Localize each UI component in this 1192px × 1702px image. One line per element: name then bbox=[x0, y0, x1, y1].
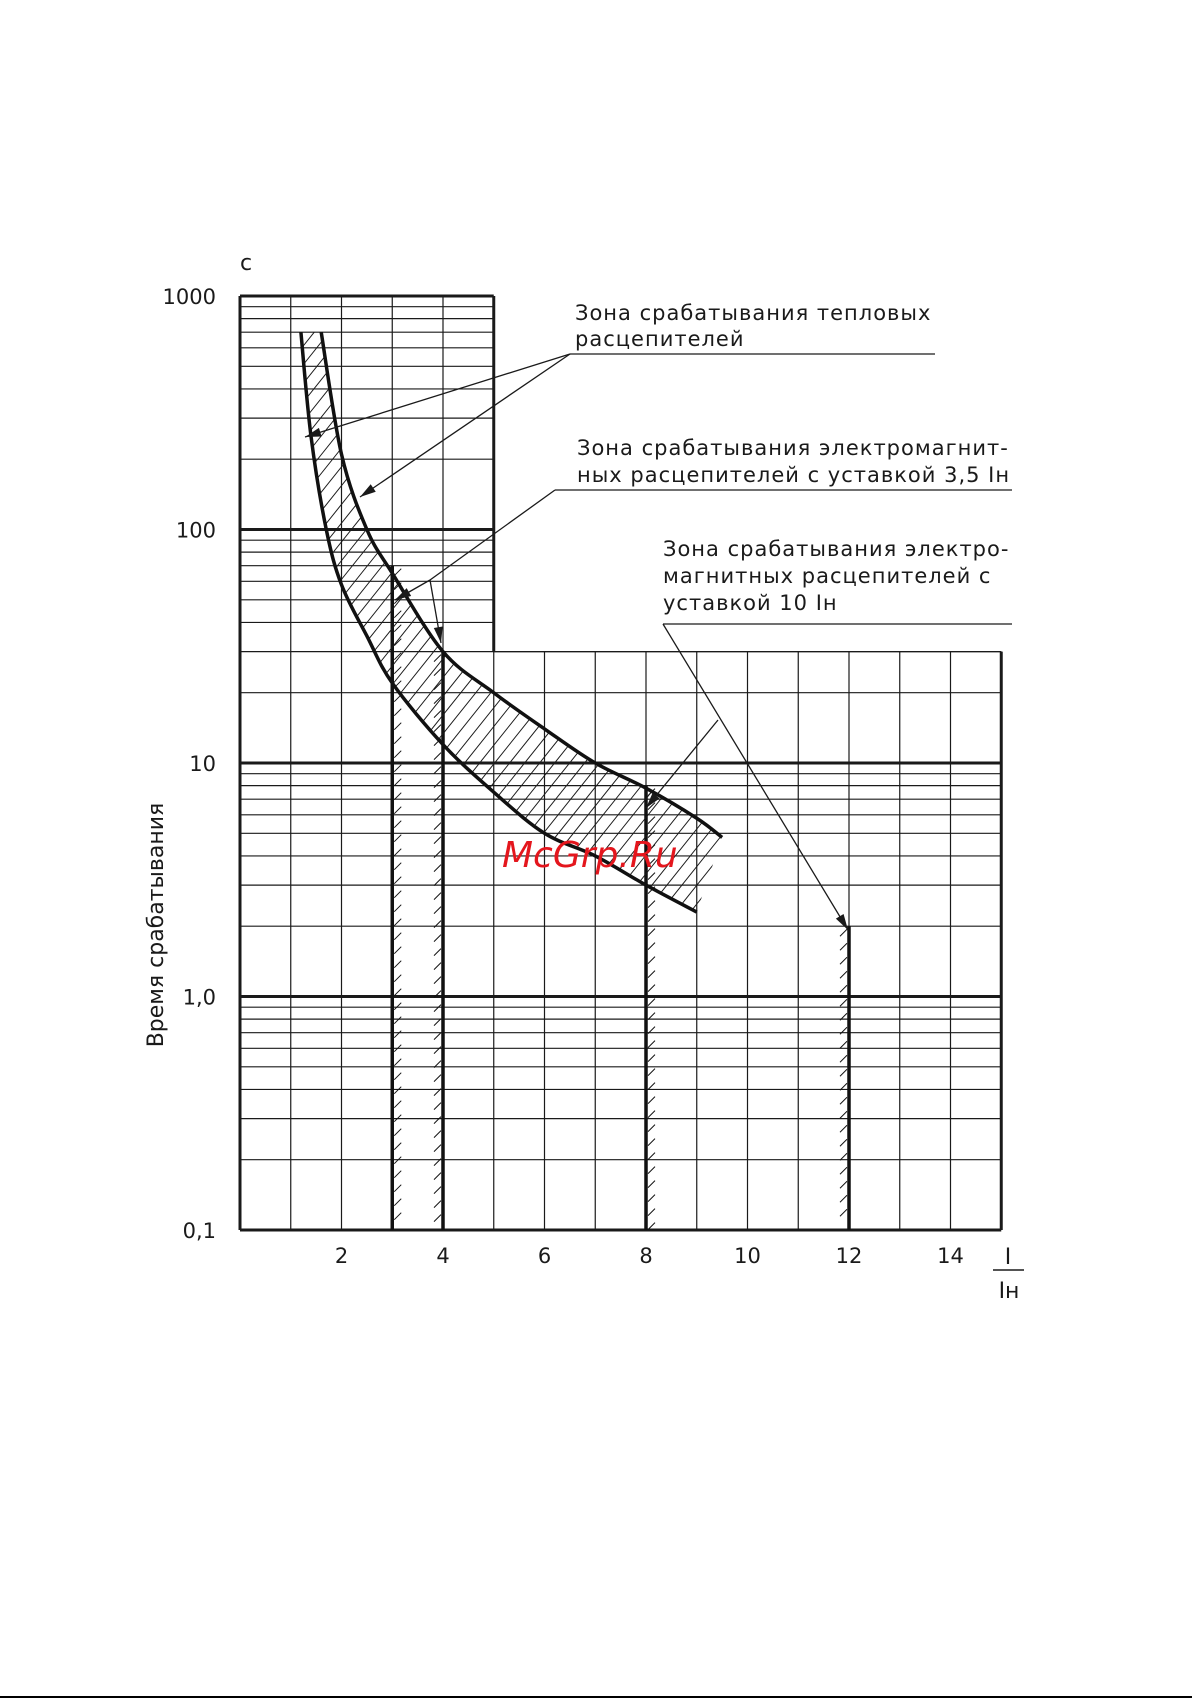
em-zone-10-hatch-mark bbox=[648, 1111, 655, 1118]
x-tick-label: 12 bbox=[835, 1244, 863, 1268]
hatch-line bbox=[0, 250, 335, 1250]
em-zone-10-hatch-mark bbox=[840, 1125, 847, 1132]
em-zone-3-5-hatch-mark bbox=[434, 781, 441, 788]
hatch-line bbox=[0, 250, 155, 1250]
hatch-line bbox=[855, 250, 1192, 1250]
hatch-line bbox=[0, 250, 320, 1250]
trip-zones bbox=[392, 566, 849, 1230]
hatch-line bbox=[0, 250, 515, 1250]
hatch-line bbox=[495, 250, 1192, 1250]
em-zone-3-5-hatch-mark bbox=[394, 737, 401, 744]
hatch-line bbox=[960, 250, 1192, 1250]
annotation-em-3-5-line-2: ных расцепителей с уставкой 3,5 Iн bbox=[577, 463, 1011, 487]
em-zone-10-hatch-mark bbox=[840, 1069, 847, 1076]
hatch-line bbox=[255, 250, 1055, 1250]
hatch-line bbox=[0, 250, 740, 1250]
em-zone-3-5-hatch-mark bbox=[394, 975, 401, 982]
hatch-line bbox=[0, 250, 410, 1250]
em-zone-3-5-hatch-mark bbox=[434, 851, 441, 858]
hatch-line bbox=[0, 250, 380, 1250]
em-zone-10-hatch-mark bbox=[648, 1167, 655, 1174]
em-zone-3-5-hatch-mark bbox=[394, 1031, 401, 1038]
em-zone-3-5-hatch-mark bbox=[434, 907, 441, 914]
hatch-line bbox=[0, 250, 485, 1250]
hatch-line bbox=[360, 250, 1160, 1250]
em-zone-3-5-hatch-mark bbox=[434, 795, 441, 802]
hatch-line bbox=[570, 250, 1192, 1250]
em-zone-3-5-hatch-mark bbox=[394, 877, 401, 884]
thermal-zone-hatch bbox=[0, 250, 1192, 1250]
hatch-line bbox=[540, 250, 1192, 1250]
x-tick-label: 6 bbox=[537, 1244, 552, 1268]
hatch-line bbox=[0, 250, 230, 1250]
em-zone-10-hatch-mark bbox=[840, 971, 847, 978]
hatch-line bbox=[0, 250, 575, 1250]
hatch-line bbox=[480, 250, 1192, 1250]
hatch-line bbox=[0, 250, 200, 1250]
x-tick-label: 14 bbox=[937, 1244, 964, 1268]
em-zone-10-hatch-mark bbox=[648, 1083, 655, 1090]
em-zone-3-5-hatch-mark bbox=[434, 1005, 441, 1012]
hatch-line bbox=[0, 250, 800, 1250]
em-zone-3-5-hatch-mark bbox=[394, 1101, 401, 1108]
hatch-line bbox=[615, 250, 1192, 1250]
em-zone-3-5-hatch-mark bbox=[394, 1185, 401, 1192]
em-zone-3-5-hatch-mark bbox=[434, 1145, 441, 1152]
hatch-line bbox=[0, 250, 650, 1250]
y-unit-label: с bbox=[240, 251, 253, 276]
hatch-line bbox=[390, 250, 1190, 1250]
annotation-em-3-5 bbox=[577, 436, 1010, 487]
hatch-line bbox=[705, 250, 1192, 1250]
em-zone-3-5-hatch-mark bbox=[394, 765, 401, 772]
trip-curves bbox=[0, 250, 1192, 1250]
em-zone-3-5-hatch-mark bbox=[434, 1103, 441, 1110]
em-zone-3-5-hatch-mark bbox=[394, 807, 401, 814]
hatch-line bbox=[0, 250, 635, 1250]
em-zone-3-5-hatch-mark bbox=[394, 933, 401, 940]
annotation-thermal bbox=[575, 301, 931, 351]
x-tick-label: 10 bbox=[734, 1244, 761, 1268]
hatch-line bbox=[0, 250, 140, 1250]
y-axis-label: Время срабатывания bbox=[144, 802, 169, 1048]
hatch-line bbox=[0, 250, 80, 1250]
hatch-line bbox=[90, 250, 890, 1250]
y-tick-label: 0,1 bbox=[182, 1219, 216, 1243]
hatch-line bbox=[600, 250, 1192, 1250]
em-zone-10-hatch-mark bbox=[648, 1069, 655, 1076]
hatch-line bbox=[60, 250, 860, 1250]
page-bottom-rule bbox=[0, 1696, 1192, 1698]
hatch-line bbox=[285, 250, 1085, 1250]
em-zone-10-hatch-mark bbox=[840, 999, 847, 1006]
hatch-line bbox=[780, 250, 1192, 1250]
hatch-line bbox=[0, 250, 245, 1250]
em-zone-10-hatch-mark bbox=[648, 817, 655, 824]
em-zone-3-5-hatch-mark bbox=[394, 1143, 401, 1150]
hatch-line bbox=[135, 250, 935, 1250]
em-zone-3-5-hatch-mark bbox=[434, 655, 441, 662]
hatch-line bbox=[795, 250, 1192, 1250]
em-zone-10-hatch-mark bbox=[648, 901, 655, 908]
hatch-line bbox=[645, 250, 1192, 1250]
annotation-em-10 bbox=[663, 537, 1009, 615]
annotation-thermal-line-2: расцепителей bbox=[575, 327, 745, 351]
hatch-line bbox=[735, 250, 1192, 1250]
hatch-line bbox=[420, 250, 1192, 1250]
hatch-line bbox=[0, 250, 560, 1250]
hatch-line bbox=[0, 250, 5, 1250]
annotation-em-10-line-3: уставкой 10 Iн bbox=[663, 591, 838, 615]
hatch-line bbox=[0, 250, 20, 1250]
em-zone-3-5-hatch-mark bbox=[434, 1033, 441, 1040]
hatch-line bbox=[0, 250, 50, 1250]
hatch-line bbox=[1140, 250, 1192, 1250]
hatch-line bbox=[0, 250, 215, 1250]
hatch-line bbox=[105, 250, 905, 1250]
annotation-thermal-line-1: Зона срабатывания тепловых bbox=[575, 301, 932, 325]
hatch-line bbox=[0, 250, 755, 1250]
hatch-line bbox=[675, 250, 1192, 1250]
x-tick-label: 8 bbox=[639, 1244, 653, 1268]
em-zone-3-5-hatch-mark bbox=[394, 1017, 401, 1024]
hatch-line bbox=[0, 250, 185, 1250]
em-zone-3-5-hatch-mark bbox=[394, 1199, 401, 1206]
em-zone-3-5-hatch-mark bbox=[394, 835, 401, 842]
hatch-line bbox=[930, 250, 1192, 1250]
em-zone-10-hatch-mark bbox=[840, 1195, 847, 1202]
leader-thermal-a-arrowhead bbox=[305, 428, 322, 437]
hatch-line bbox=[0, 250, 440, 1250]
em-zone-3-5-hatch-mark bbox=[434, 837, 441, 844]
em-zone-3-5-hatch-mark bbox=[394, 1003, 401, 1010]
em-zone-10-hatch-mark bbox=[840, 1097, 847, 1104]
watermark: McGrp.Ru bbox=[502, 835, 678, 876]
em-zone-3-5-hatch-mark bbox=[434, 949, 441, 956]
em-zone-3-5-hatch-mark bbox=[434, 977, 441, 984]
em-zone-10-hatch-mark bbox=[648, 915, 655, 922]
em-zone-3-5-hatch-mark bbox=[434, 865, 441, 872]
hatch-line bbox=[0, 250, 260, 1250]
em-zone-3-5-hatch-mark bbox=[434, 767, 441, 774]
hatch-line bbox=[75, 250, 875, 1250]
y-tick-label: 100 bbox=[175, 518, 216, 543]
em-zone-3-5-hatch-mark bbox=[394, 667, 401, 674]
em-zone-3-5-hatch-mark bbox=[394, 625, 401, 632]
hatch-line bbox=[1005, 250, 1192, 1250]
em-zone-10-hatch-mark bbox=[648, 1181, 655, 1188]
hatch-line bbox=[0, 250, 725, 1250]
em-zone-3-5-hatch-mark bbox=[394, 723, 401, 730]
hatch-line bbox=[0, 250, 65, 1250]
em-zone-3-5-hatch-mark bbox=[434, 963, 441, 970]
em-zone-3-5-hatch-mark bbox=[394, 569, 401, 576]
leader-thermal-b-arrowhead bbox=[360, 484, 376, 497]
hatch-line bbox=[435, 250, 1192, 1250]
em-zone-10-hatch-mark bbox=[648, 985, 655, 992]
hatch-line bbox=[870, 250, 1192, 1250]
hatch-line bbox=[30, 250, 830, 1250]
em-zone-3-5-hatch-mark bbox=[434, 1173, 441, 1180]
hatch-line bbox=[585, 250, 1192, 1250]
em-zone-3-5-hatch-mark bbox=[394, 1171, 401, 1178]
em-zone-3-5-hatch-mark bbox=[394, 849, 401, 856]
hatch-line bbox=[450, 250, 1192, 1250]
em-zone-3-5-hatch-mark bbox=[434, 1187, 441, 1194]
em-zone-3-5-hatch-mark bbox=[434, 935, 441, 942]
em-zone-10-hatch-mark bbox=[648, 1125, 655, 1132]
em-zone-3-5-hatch-mark bbox=[394, 891, 401, 898]
hatch-line bbox=[0, 250, 545, 1250]
em-zone-3-5-hatch-mark bbox=[434, 1131, 441, 1138]
hatch-line bbox=[162, 250, 965, 1250]
hatch-line bbox=[525, 250, 1192, 1250]
em-zone-10-hatch-mark bbox=[840, 1055, 847, 1062]
hatch-line bbox=[510, 250, 1192, 1250]
leader-thermal-b bbox=[360, 354, 570, 497]
em-zone-10-hatch-mark bbox=[648, 957, 655, 964]
hatch-line bbox=[1125, 250, 1192, 1250]
annotation-em-3-5-line-1: Зона срабатывания электромагнит- bbox=[577, 436, 1009, 460]
em-zone-10-hatch-mark bbox=[648, 971, 655, 978]
hatch-line bbox=[0, 250, 710, 1250]
hatch-line bbox=[1110, 250, 1192, 1250]
em-zone-3-5-hatch-mark bbox=[394, 1129, 401, 1136]
x-axis-label-denominator: Iн bbox=[998, 1279, 1020, 1304]
em-zone-3-5-hatch-mark bbox=[394, 779, 401, 786]
em-zone-3-5-hatch-mark bbox=[394, 919, 401, 926]
hatch-line bbox=[915, 250, 1192, 1250]
hatch-line bbox=[300, 250, 1100, 1250]
em-zone-10-hatch-mark bbox=[840, 1181, 847, 1188]
hatch-line bbox=[0, 250, 425, 1250]
em-zone-3-5-hatch-mark bbox=[394, 709, 401, 716]
hatch-line bbox=[825, 250, 1192, 1250]
hatch-line bbox=[0, 250, 620, 1250]
hatch-line bbox=[885, 250, 1192, 1250]
hatch-line bbox=[315, 250, 1115, 1250]
hatch-line bbox=[1020, 250, 1192, 1250]
hatch-line bbox=[0, 250, 35, 1250]
em-zone-3-5-hatch-mark bbox=[394, 961, 401, 968]
leader-em-10-a bbox=[663, 624, 848, 930]
hatch-line bbox=[150, 250, 950, 1250]
hatch-line bbox=[720, 250, 1192, 1250]
leader-em-10-a-arrowhead bbox=[836, 914, 848, 930]
em-zone-3-5-hatch-mark bbox=[394, 1059, 401, 1066]
em-zone-10-hatch-mark bbox=[648, 1153, 655, 1160]
hatch-line bbox=[0, 250, 605, 1250]
hatch-line bbox=[990, 250, 1192, 1250]
em-zone-10-hatch-mark bbox=[840, 943, 847, 950]
em-zone-10-hatch-mark bbox=[840, 1167, 847, 1174]
x-tick-label: 4 bbox=[436, 1244, 450, 1268]
hatch-line bbox=[0, 250, 110, 1250]
hatch-line bbox=[1185, 250, 1192, 1250]
em-zone-10-hatch-mark bbox=[648, 1097, 655, 1104]
em-zone-10-hatch-mark bbox=[648, 1195, 655, 1202]
hatch-line bbox=[1095, 250, 1192, 1250]
hatch-line bbox=[1155, 250, 1192, 1250]
em-zone-3-5-hatch-mark bbox=[434, 1047, 441, 1054]
em-zone-10-hatch-mark bbox=[648, 1209, 655, 1216]
hatch-line bbox=[0, 250, 275, 1250]
axis-tick-labels bbox=[163, 285, 964, 1268]
hatch-line bbox=[1050, 250, 1192, 1250]
hatch-line bbox=[750, 250, 1192, 1250]
em-zone-10-hatch-mark bbox=[648, 1139, 655, 1146]
hatch-line bbox=[0, 250, 395, 1250]
hatch-line bbox=[15, 250, 815, 1250]
hatch-line bbox=[240, 250, 1040, 1250]
em-zone-10-hatch-mark bbox=[648, 999, 655, 1006]
hatch-line bbox=[0, 250, 170, 1250]
hatch-line bbox=[690, 250, 1192, 1250]
em-zone-3-5-hatch-mark bbox=[394, 863, 401, 870]
em-zone-3-5-hatch-mark bbox=[394, 989, 401, 996]
hatch-line bbox=[1170, 250, 1192, 1250]
em-zone-10-hatch-mark bbox=[648, 1055, 655, 1062]
x-tick-label: 2 bbox=[334, 1244, 349, 1268]
hatch-line bbox=[1080, 250, 1192, 1250]
em-zone-10-hatch-mark bbox=[840, 1111, 847, 1118]
em-zone-3-5-hatch-mark bbox=[434, 753, 441, 760]
hatch-line bbox=[0, 250, 695, 1250]
hatch-line bbox=[0, 250, 365, 1250]
em-zone-3-5-hatch-mark bbox=[394, 947, 401, 954]
em-zone-10-hatch-mark bbox=[840, 1041, 847, 1048]
em-zone-3-5-hatch-mark bbox=[394, 1213, 401, 1220]
em-zone-10-hatch-mark bbox=[840, 1139, 847, 1146]
y-tick-label: 10 bbox=[189, 752, 216, 776]
em-zone-3-5-hatch-mark bbox=[434, 823, 441, 830]
em-zone-10-hatch-mark bbox=[840, 1209, 847, 1216]
y-tick-label: 1000 bbox=[162, 285, 216, 309]
em-zone-3-5-hatch-mark bbox=[434, 1201, 441, 1208]
annotation-em-10-line-1: Зона срабатывания электро- bbox=[663, 537, 1010, 561]
hatch-line bbox=[1035, 250, 1192, 1250]
em-zone-10-hatch-mark bbox=[840, 929, 847, 936]
em-zone-10-hatch-mark bbox=[648, 1041, 655, 1048]
em-zone-3-5-hatch-mark bbox=[434, 669, 441, 676]
hatch-line bbox=[225, 250, 1025, 1250]
hatch-line bbox=[840, 250, 1192, 1250]
hatch-line bbox=[0, 250, 125, 1250]
hatch-line bbox=[45, 250, 845, 1250]
em-zone-3-5-hatch-mark bbox=[434, 1075, 441, 1082]
hatch-line bbox=[1065, 250, 1192, 1250]
hatch-line bbox=[900, 250, 1192, 1250]
em-zone-3-5-hatch-mark bbox=[394, 751, 401, 758]
hatch-line bbox=[0, 250, 470, 1250]
em-zone-10-hatch-mark bbox=[648, 929, 655, 936]
em-zone-3-5-hatch-mark bbox=[394, 611, 401, 618]
hatch-line bbox=[0, 250, 305, 1250]
hatch-line bbox=[945, 250, 1192, 1250]
em-zone-3-5-hatch-mark bbox=[394, 905, 401, 912]
hatch-line bbox=[555, 250, 1192, 1250]
hatch-line bbox=[765, 250, 1192, 1250]
em-zone-10-hatch-mark bbox=[840, 957, 847, 964]
y-tick-label: 1,0 bbox=[182, 985, 216, 1010]
em-zone-3-5-hatch-mark bbox=[394, 1087, 401, 1094]
em-zone-10-hatch-mark bbox=[648, 943, 655, 950]
hatch-line bbox=[975, 250, 1192, 1250]
hatch-line bbox=[0, 250, 455, 1250]
em-zone-3-5-hatch-mark bbox=[394, 821, 401, 828]
hatch-line bbox=[0, 250, 290, 1250]
annotation-em-10-line-2: магнитных расцепителей с bbox=[663, 564, 992, 588]
em-zone-3-5-hatch-mark bbox=[394, 1073, 401, 1080]
em-zone-3-5-hatch-mark bbox=[434, 893, 441, 900]
hatch-line bbox=[0, 250, 350, 1250]
em-zone-10-hatch-mark bbox=[840, 985, 847, 992]
hatch-line bbox=[630, 250, 1192, 1250]
hatch-line bbox=[180, 250, 980, 1250]
em-zone-3-5-hatch-mark bbox=[434, 711, 441, 718]
hatch-line bbox=[0, 250, 95, 1250]
em-zone-3-5-hatch-mark bbox=[434, 1215, 441, 1222]
hatch-line bbox=[345, 250, 1145, 1250]
hatch-line bbox=[0, 250, 770, 1250]
em-zone-3-5-hatch-mark bbox=[434, 1117, 441, 1124]
x-axis-label-numerator: I bbox=[1004, 1245, 1012, 1270]
